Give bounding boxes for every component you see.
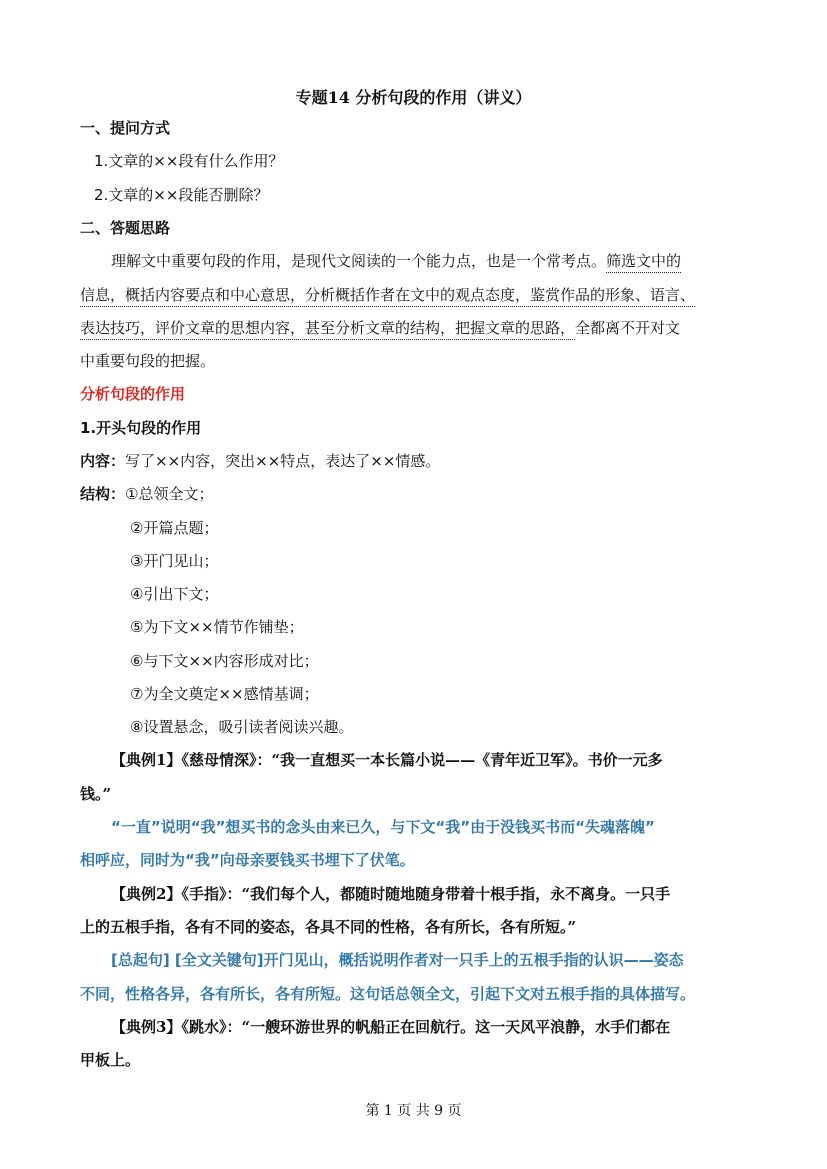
structure-item-8: ⑧设置悬念，吸引读者阅读兴趣。 <box>130 718 354 736</box>
structure-item-1: ①总领全文； <box>125 485 214 503</box>
paragraph-line-3 <box>80 318 680 338</box>
structure-label: 结构： <box>80 485 126 503</box>
example-3-quote: 《跳水》：“一艘环游世界的帆船正在回航行。这一天风平浪静，水手们都在 <box>181 1018 671 1036</box>
example-2-quote: 《手指》：“我们每个人，都随时随地随身带着十根手指，永不离身。一只手 <box>181 885 671 903</box>
example-2-label: 【典例2】 <box>111 885 182 903</box>
example-2-line-1 <box>111 884 670 904</box>
structure-item-4: ④引出下文； <box>130 585 219 603</box>
example-1-quote: 《慈母情深》：“我一直想买一本长篇小说——《青年近卫军》。书价一元多 <box>181 751 663 769</box>
paragraph-line-1-text: 理解文中重要句段的作用，是现代文阅读的一个能力点，也是一个常考点。 <box>111 252 607 270</box>
structure-item-5: ⑤为下文××情节作铺垫； <box>130 618 304 636</box>
paragraph-line-2-dotted: 信息，概括内容要点和中心意思，分析概括作者在文中的观点态度，鉴赏作品的形象、语言、 <box>80 286 695 307</box>
structure-line <box>80 484 213 504</box>
section-heading-question-types: 一、提问方式 <box>80 119 171 137</box>
example-1-label: 【典例1】 <box>111 751 182 769</box>
question-type-1: 1.文章的××段有什么作用？ <box>94 152 284 170</box>
paragraph-line-1 <box>111 251 681 271</box>
content-label: 内容： <box>80 452 126 470</box>
paragraph-line-3-dotted: 表达技巧，评价文章的思想内容，甚至分析文章的结构，把握文章的思路， <box>80 319 575 340</box>
page-title: 专题14 分析句段的作用（讲义） <box>295 88 532 107</box>
paragraph-line-1-dotted: 筛选文中的 <box>606 252 681 273</box>
paragraph-line-4: 中重要句段的把握。 <box>80 352 216 370</box>
page-footer: 第 1 页 共 9 页 <box>365 1103 462 1119</box>
example-1-line-2: 钱。” <box>80 785 112 803</box>
structure-item-3: ③开门见山； <box>130 552 219 570</box>
question-type-2: 2.文章的××段能否删除？ <box>94 186 269 204</box>
content-line <box>80 451 440 471</box>
example-1-answer-1: “一直”说明“我”想买书的念头由来已久，与下文“我”由于没钱买书而“失魂落魄” <box>111 818 655 836</box>
example-3-line-1 <box>111 1017 670 1037</box>
paragraph-line-2 <box>80 285 695 305</box>
example-2-line-2: 上的五根手指，各有不同的姿态，各具不同的性格，各有所长，各有所短。” <box>80 918 577 936</box>
example-2-answer-1: [总起句] [全文关键句]开门见山，概括说明作者对一只手上的五根手指的认识——姿态 <box>111 951 684 969</box>
structure-item-7: ⑦为全文奠定××感情基调； <box>130 685 319 703</box>
analysis-heading: 分析句段的作用 <box>80 385 186 403</box>
opening-heading: 1.开头句段的作用 <box>80 419 202 437</box>
structure-item-6: ⑥与下文××内容形成对比； <box>130 652 319 670</box>
content-text: 写了××内容，突出××特点，表达了××情感。 <box>125 452 441 470</box>
example-1-answer-2: 相呼应，同时为“我”向母亲要钱买书埋下了伏笔。 <box>80 851 415 869</box>
paragraph-line-3-text: 全都离不开对文 <box>575 319 681 337</box>
section-heading-answer-approach: 二、答题思路 <box>80 219 171 237</box>
example-3-line-2: 甲板上。 <box>80 1051 141 1069</box>
example-3-label: 【典例3】 <box>111 1018 182 1036</box>
structure-item-2: ②开篇点题； <box>130 519 219 537</box>
example-1-line-1 <box>111 750 663 770</box>
example-2-answer-2: 不同，性格各异，各有所长，各有所短。这句话总领全文，引起下文对五根手指的具体描写。 <box>80 985 696 1003</box>
